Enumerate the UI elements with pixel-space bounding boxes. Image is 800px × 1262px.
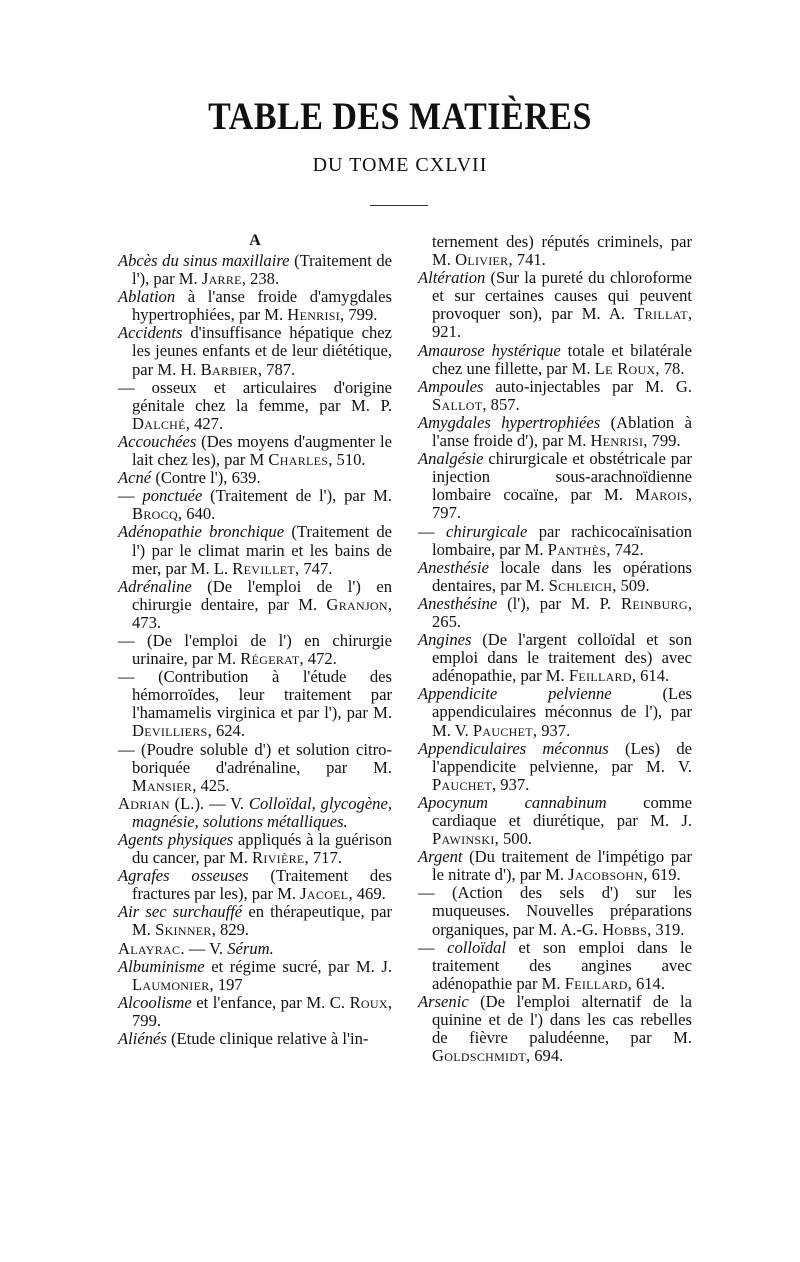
entry-text: (Traitement des fractures par les), par M. bbox=[132, 866, 392, 904]
entry-text: et l'enfance, par M. C. bbox=[191, 992, 350, 1012]
author-name: Revillet bbox=[232, 558, 296, 578]
entry-text: (Du traitement de l'impétigo par le nitrate d'), par M. bbox=[432, 847, 692, 885]
index-entry bbox=[118, 252, 392, 288]
entry-headword: Altération bbox=[418, 268, 486, 288]
index-entry bbox=[418, 269, 692, 341]
entry-headword: Agrafes osseuses bbox=[118, 866, 249, 886]
section-letter: A bbox=[249, 232, 261, 249]
author-name: Brocq bbox=[132, 504, 178, 524]
author-name: Pauchet bbox=[472, 720, 533, 740]
entry-headword: Amygdales hypertrophiées bbox=[418, 412, 601, 432]
entry-text: , 747. bbox=[295, 558, 333, 578]
entry-headword: Analgésie bbox=[418, 449, 484, 469]
entry-text: (Sur la pureté du chloroforme et sur certaines causes qui peuvent provoquer son), par M. A. bbox=[432, 268, 692, 324]
entry-text: et son emploi dans le traitement des angines avec adénopathie par M. bbox=[432, 937, 692, 993]
index-entry bbox=[118, 379, 392, 433]
entry-headword: Appendicite pelvienne bbox=[418, 684, 612, 704]
entry-text: — (Contribution à l'étude des hémorroïdes, leur traitement par l'hamamelis virginica et par l'), par M. bbox=[118, 667, 392, 723]
author-name: Rivière bbox=[252, 848, 305, 868]
index-entry bbox=[118, 958, 392, 994]
entry-text: (l'), par M. P. bbox=[497, 593, 622, 613]
index-entry bbox=[418, 939, 692, 993]
entry-text: , 799. bbox=[643, 431, 681, 451]
entry-text: ternement des) réputés criminels, par M. bbox=[432, 232, 692, 270]
author-name: Le Roux bbox=[594, 358, 656, 378]
entry-text: (Les) de l'appendicite pelvienne, par M. V. bbox=[432, 738, 692, 776]
entry-text: , 427. bbox=[185, 413, 224, 433]
index-entry bbox=[118, 469, 392, 487]
entry-text: (L.). — V. bbox=[169, 793, 249, 813]
entry-text: — (De l'emploi de l') en chirurgie urinaire, par M. bbox=[118, 630, 392, 669]
entry-text: (Les appendiculaires méconnus de l'), par M. V. bbox=[432, 684, 692, 740]
author-name: Trillat bbox=[634, 304, 688, 324]
author-name: Régerat bbox=[240, 649, 300, 669]
page-title: TABLE DES MATIÈRES bbox=[208, 95, 592, 139]
entry-text: , 472. bbox=[299, 649, 337, 669]
entry-headword: Air sec surchauffé bbox=[118, 902, 243, 922]
entry-text: . — V. bbox=[180, 938, 228, 958]
entry-headword: chirurgicale bbox=[445, 521, 528, 541]
index-entry bbox=[418, 450, 692, 522]
entry-text: , 500. bbox=[494, 829, 533, 849]
entry-text: (De l'emploi alternatif de la quinine et de l') dans les cas rebelles de fièvre paludéenne, par M. bbox=[432, 991, 692, 1048]
entry-text: — bbox=[418, 521, 446, 541]
entry-headword: Appendiculaires méconnus bbox=[418, 738, 609, 758]
index-entry bbox=[118, 867, 392, 903]
entry-headword: Apocynum cannabinum bbox=[418, 792, 607, 812]
entry-headword: Colloïdal, glycogène, magnésie, solutions métalliques. bbox=[132, 793, 392, 831]
entry-headword: Alcoolisme bbox=[118, 992, 192, 1012]
author-name: Pauchet bbox=[432, 774, 492, 794]
index-entry bbox=[418, 559, 692, 595]
entry-text: , 509. bbox=[612, 575, 650, 595]
decorative-rule bbox=[370, 205, 428, 206]
index-entry bbox=[118, 903, 392, 939]
entry-text: (Traitement de l'), par M. bbox=[202, 486, 392, 506]
index-entry bbox=[418, 378, 692, 414]
entry-text: (De l'argent colloïdal et son emploi dans le traitement des) avec adénopathie, par M. bbox=[432, 630, 692, 686]
entry-text: en thérapeutique, par M. bbox=[132, 902, 392, 940]
entry-headword: Arsenic bbox=[418, 991, 469, 1011]
author-name: Panthès bbox=[547, 539, 607, 559]
index-entry bbox=[118, 632, 392, 668]
author-name: Dalché bbox=[132, 413, 186, 433]
entry-headword: Sérum. bbox=[227, 938, 274, 958]
author-name: Pawinski bbox=[432, 829, 495, 849]
entry-headword: Accouchées bbox=[118, 431, 197, 451]
index-entry bbox=[418, 993, 692, 1065]
author-name: Roux bbox=[349, 992, 388, 1012]
entry-headword: Argent bbox=[418, 847, 463, 867]
index-entry bbox=[118, 578, 392, 632]
entry-headword: Adénopathie bronchique bbox=[118, 522, 285, 542]
entry-headword: Albuminisme bbox=[118, 956, 205, 976]
author-name: Adrian bbox=[118, 793, 170, 813]
index-entry bbox=[118, 994, 392, 1030]
entry-text: comme cardiaque et diurétique, par M. J. bbox=[432, 792, 692, 830]
index-entry bbox=[118, 741, 392, 795]
author-name: Jacoel bbox=[300, 884, 349, 904]
author-name: Hobbs bbox=[602, 919, 648, 939]
index-entry bbox=[118, 831, 392, 867]
entry-text: , 787. bbox=[257, 359, 296, 379]
author-name: Mansier bbox=[132, 775, 193, 795]
index-column-right bbox=[418, 233, 692, 1065]
entry-headword: Accidents bbox=[118, 323, 183, 343]
index-entry bbox=[418, 233, 692, 269]
index-entry bbox=[418, 884, 692, 938]
author-name: Charles bbox=[268, 450, 329, 470]
entry-text: , 640. bbox=[177, 504, 216, 524]
index-entry bbox=[418, 740, 692, 794]
author-name: Devilliers bbox=[132, 721, 208, 741]
index-entry bbox=[118, 795, 392, 831]
author-name: Olivier bbox=[455, 250, 509, 270]
entry-headword: Ablation bbox=[118, 287, 176, 307]
entry-text: , 937. bbox=[492, 774, 530, 794]
entry-headword: Anesthésine bbox=[418, 593, 498, 613]
author-name: Reinburg bbox=[621, 593, 688, 613]
entry-text: appliqués à la guérison du cancer, par M. bbox=[132, 830, 392, 868]
entry-text: totale et bilatérale chez une fillette, par M. bbox=[432, 340, 692, 378]
index-entry bbox=[418, 631, 692, 685]
author-name: Barbier bbox=[200, 359, 258, 379]
entry-headword: Angines bbox=[418, 630, 472, 650]
author-name: Skinner bbox=[155, 920, 212, 940]
entry-text: , 742. bbox=[606, 539, 644, 559]
entry-text: chirurgicale et obstétricale par injection sous-arachnoïdienne lombaire cocaïne, par M. bbox=[432, 449, 692, 505]
entry-headword: Acné bbox=[118, 468, 152, 488]
author-name: Marois bbox=[635, 485, 688, 505]
index-entry bbox=[418, 523, 692, 559]
index-entry bbox=[118, 324, 392, 378]
volume-subtitle: DU TOME CXLVII bbox=[312, 154, 488, 176]
index-entry bbox=[118, 1030, 392, 1048]
entry-headword: colloïdal bbox=[447, 937, 507, 957]
entry-text: (Traitement de l'), par M. bbox=[132, 251, 392, 289]
entry-text: , 425. bbox=[192, 775, 230, 795]
index-entry bbox=[118, 433, 392, 469]
entry-text: , 624. bbox=[207, 721, 245, 741]
entry-text: , 469. bbox=[348, 884, 386, 904]
entry-text: , 797. bbox=[432, 485, 692, 523]
author-name: Schleich bbox=[548, 575, 613, 595]
author-name: Feillard bbox=[568, 666, 632, 686]
entry-text: locale dans les opérations dentaires, par M. bbox=[432, 557, 692, 595]
entry-headword: Abcès du sinus maxillaire bbox=[118, 251, 290, 270]
entry-text: , 619. bbox=[643, 865, 681, 885]
author-name: Goldschmidt bbox=[432, 1046, 526, 1066]
entry-text: , 238. bbox=[241, 269, 280, 289]
entry-text: , 78. bbox=[655, 358, 685, 378]
index-entry bbox=[118, 668, 392, 740]
entry-text: d'insuffisance hépatique chez les jeunes enfants et de leur diététique, par M. H. bbox=[132, 323, 392, 379]
entry-text: , 614. bbox=[631, 666, 670, 686]
index-column-left bbox=[118, 252, 392, 1048]
index-entry bbox=[418, 848, 692, 884]
entry-text: (Ablation à l'anse froide d'), par M. bbox=[432, 412, 692, 451]
entry-text: , 614. bbox=[627, 973, 665, 993]
index-entry bbox=[418, 794, 692, 848]
entry-text: (Etude clinique relative à l'in- bbox=[166, 1029, 369, 1049]
entry-text: à l'anse froide d'amygdales hypertrophiées, par M. bbox=[132, 287, 392, 325]
entry-headword: Adrénaline bbox=[118, 576, 192, 596]
index-entry bbox=[118, 523, 392, 577]
index-entry bbox=[118, 487, 392, 523]
entry-text: , 197 bbox=[209, 974, 243, 994]
entry-text: , 741. bbox=[508, 250, 546, 270]
entry-text: auto-injectables par M. G. bbox=[483, 376, 692, 396]
entry-text: , 265. bbox=[432, 593, 692, 631]
author-name: Jarre bbox=[201, 269, 242, 289]
entry-text: — (Action des sels d') sur les muqueuses. Nouvelles préparations organiques, par M. A.-G. bbox=[418, 883, 692, 939]
index-entry bbox=[418, 685, 692, 739]
entry-headword: Amaurose hystérique bbox=[418, 340, 561, 360]
author-name: Henrisi bbox=[287, 305, 341, 325]
index-entry bbox=[118, 940, 392, 958]
author-name: Jacobsohn bbox=[568, 865, 644, 885]
entry-headword: ponctuée bbox=[142, 486, 203, 506]
entry-text: (Traitement de l') par le climat marin et les bains de mer, par M. L. bbox=[132, 522, 392, 578]
entry-text: , 473. bbox=[132, 594, 392, 632]
author-name: Sallot bbox=[432, 394, 483, 414]
entry-headword: Agents physiques bbox=[118, 830, 234, 849]
author-name: Feillard bbox=[564, 973, 628, 993]
index-entry bbox=[418, 342, 692, 378]
entry-text: (De l'emploi de l') en chirurgie dentaire, par M. bbox=[132, 576, 392, 614]
entry-text: , 510. bbox=[328, 450, 366, 470]
entry-text: — bbox=[118, 486, 143, 506]
entry-text: , 319. bbox=[647, 919, 685, 939]
entry-text: , 857. bbox=[482, 394, 520, 414]
entry-headword: Aliénés bbox=[118, 1029, 167, 1049]
index-entry bbox=[418, 595, 692, 631]
entry-text: (Contre l'), 639. bbox=[151, 468, 261, 488]
entry-text: — (Poudre soluble d') et solution citro-boriquée d'adrénaline, par M. bbox=[118, 739, 392, 777]
entry-text: , 829. bbox=[211, 920, 250, 940]
author-name: Alayrac bbox=[118, 938, 181, 958]
entry-text: , 717. bbox=[304, 848, 342, 868]
author-name: Laumonier bbox=[132, 974, 210, 994]
entry-text: , 799. bbox=[340, 305, 378, 325]
author-name: Henrisi bbox=[590, 431, 644, 451]
entry-text: , 921. bbox=[432, 304, 692, 342]
author-name: Granjon bbox=[326, 594, 388, 614]
entry-headword: Ampoules bbox=[418, 376, 484, 396]
entry-text: , 799. bbox=[132, 992, 392, 1030]
entry-text: et régime sucré, par M. J. bbox=[204, 956, 392, 976]
entry-text: , 937. bbox=[532, 720, 571, 740]
entry-text: — bbox=[418, 937, 448, 957]
index-entry bbox=[118, 288, 392, 324]
entry-text: par rachicocaïnisation lombaire, par M. bbox=[432, 521, 692, 559]
index-entry bbox=[418, 414, 692, 450]
entry-text: , 694. bbox=[525, 1046, 564, 1066]
entry-headword: Anesthésie bbox=[418, 557, 489, 577]
entry-text: — osseux et articulaires d'origine génitale chez la femme, par M. P. bbox=[118, 377, 392, 415]
entry-text: (Des moyens d'augmenter le lait chez les), par M bbox=[132, 431, 392, 470]
